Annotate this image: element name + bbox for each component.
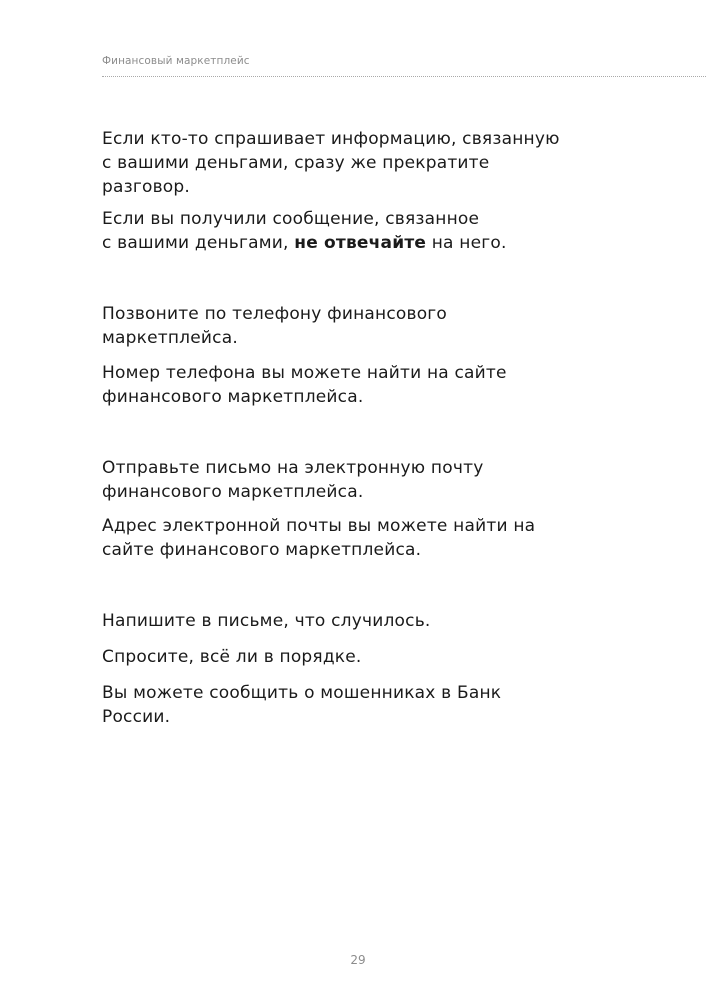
text-line: Если кто-то спрашивает информацию, связанную (102, 129, 560, 149)
text-line: Напишите в письме, что случилось. (102, 611, 431, 631)
text-line: Адрес электронной почты вы можете найти на (102, 516, 536, 536)
text-line: Отправьте письмо на электронную почту (102, 458, 484, 478)
header-divider (102, 76, 706, 77)
text-line: России. (102, 707, 171, 727)
text-line: финансового маркетплейса. (102, 387, 364, 407)
text-line: Вы можете сообщить о мошенниках в Банк (102, 683, 502, 703)
header-title: Финансовый маркетплейс (102, 55, 250, 67)
text-line (102, 231, 507, 255)
text-line: маркетплейса. (102, 328, 238, 348)
text-line: с вашими деньгами, сразу же прекратите (102, 153, 490, 173)
paragraph-ask-if-ok (102, 645, 362, 669)
paragraph-email-address (102, 514, 535, 562)
text-line: Позвоните по телефону финансового (102, 304, 448, 324)
paragraph-stop-conversation (102, 127, 560, 199)
paragraph-call-marketplace (102, 302, 447, 350)
emphasis-text: не отвечайте (294, 233, 427, 253)
text-line: сайте финансового маркетплейса. (102, 540, 422, 560)
page-number: 29 (350, 953, 366, 967)
paragraph-phone-number (102, 361, 507, 409)
text-line: Спросите, всё ли в порядке. (102, 647, 362, 667)
text-span: на него. (426, 233, 507, 253)
text-line: Если вы получили сообщение, связанное (102, 209, 480, 229)
paragraph-report-to-bank (102, 681, 501, 729)
paragraph-do-not-reply (102, 207, 507, 255)
text-span: с вашими деньгами, (102, 233, 295, 253)
text-line: разговор. (102, 177, 190, 197)
paragraph-send-email (102, 456, 483, 504)
text-line: Номер телефона вы можете найти на сайте (102, 363, 507, 383)
text-line: финансового маркетплейса. (102, 482, 364, 502)
paragraph-write-what-happened (102, 609, 431, 633)
